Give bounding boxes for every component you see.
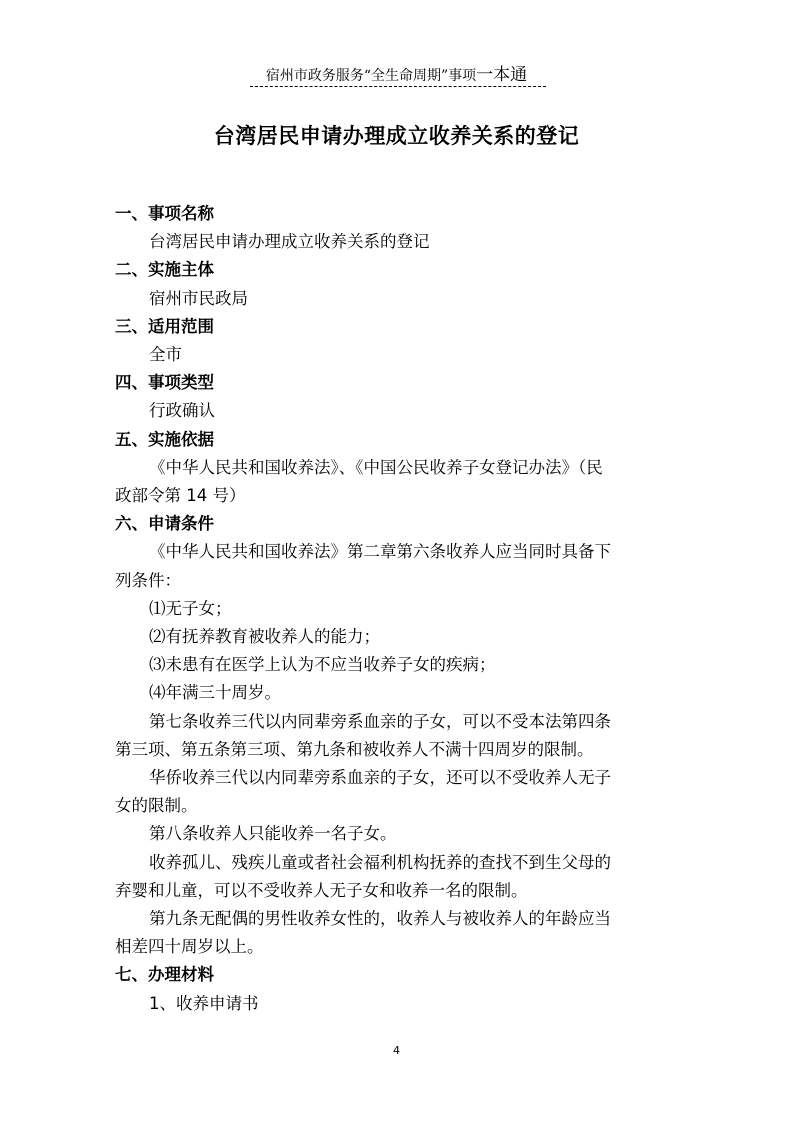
body-text-line: ⑷年满三十周岁。: [149, 683, 281, 703]
header-underline: [250, 86, 546, 87]
page-number: 4: [393, 1044, 400, 1057]
section-heading: 六、申请条件: [115, 514, 214, 534]
document-title: 台湾居民申请办理成立收养关系的登记: [213, 124, 580, 148]
body-text-line: 政部令第 14 号）: [115, 486, 246, 506]
body-text-line: 第三项、第五条第三项、第九条和被收养人不满十四周岁的限制。: [115, 739, 594, 759]
document-body: [115, 200, 685, 1018]
body-text-line: 华侨收养三代以内同辈旁系血亲的子女，还可以不受收养人无子: [149, 768, 611, 788]
section-heading: 三、适用范围: [115, 316, 214, 336]
section-heading: 二、实施主体: [115, 260, 214, 280]
body-text-line: 《中华人民共和国收养法》第二章第六条收养人应当同时具备下: [149, 542, 611, 562]
body-text-line: 第九条无配偶的男性收养女性的，收养人与被收养人的年龄应当: [149, 909, 611, 929]
body-text-line: 相差四十周岁以上。: [115, 937, 264, 957]
body-text-line: ⑶未患有在医学上认为不应当收养子女的疾病；: [149, 655, 496, 675]
body-text-line: 台湾居民申请办理成立收养关系的登记: [149, 232, 430, 252]
body-text-line: 第八条收养人只能收养一名子女。: [149, 824, 397, 844]
section-heading: 七、办理材料: [115, 965, 214, 985]
header-suffix: 一本通: [476, 65, 528, 85]
body-text-line: 宿州市民政局: [149, 288, 248, 308]
body-text-line: 收养孤儿、残疾儿童或者社会福利机构抚养的查找不到生父母的: [149, 852, 611, 872]
body-text-line: 列条件：: [115, 570, 181, 590]
running-header: [0, 60, 793, 85]
section-heading: 一、事项名称: [115, 204, 214, 223]
section-heading: 四、事项类型: [115, 373, 214, 393]
header-prefix: 宿州市政务服务“全生命周期”事项: [265, 68, 477, 84]
body-text-line: ⑵有抚养教育被收养人的能力；: [149, 627, 380, 647]
body-text-line: 1、收养申请书: [149, 993, 259, 1013]
body-text-line: 全市: [149, 345, 182, 365]
body-text-line: ⑴无子女；: [149, 598, 232, 618]
body-text-line: 第七条收养三代以内同辈旁系血亲的子女，可以不受本法第四条: [149, 711, 611, 731]
section-heading: 五、实施依据: [115, 429, 214, 449]
body-text-line: 弃婴和儿童，可以不受收养人无子女和收养一名的限制。: [115, 880, 528, 900]
body-text-line: 行政确认: [149, 401, 215, 421]
body-text-line: 《中华人民共和国收养法》、《中国公民收养子女登记办法》（民: [149, 457, 603, 477]
body-text-line: 女的限制。: [115, 796, 198, 816]
